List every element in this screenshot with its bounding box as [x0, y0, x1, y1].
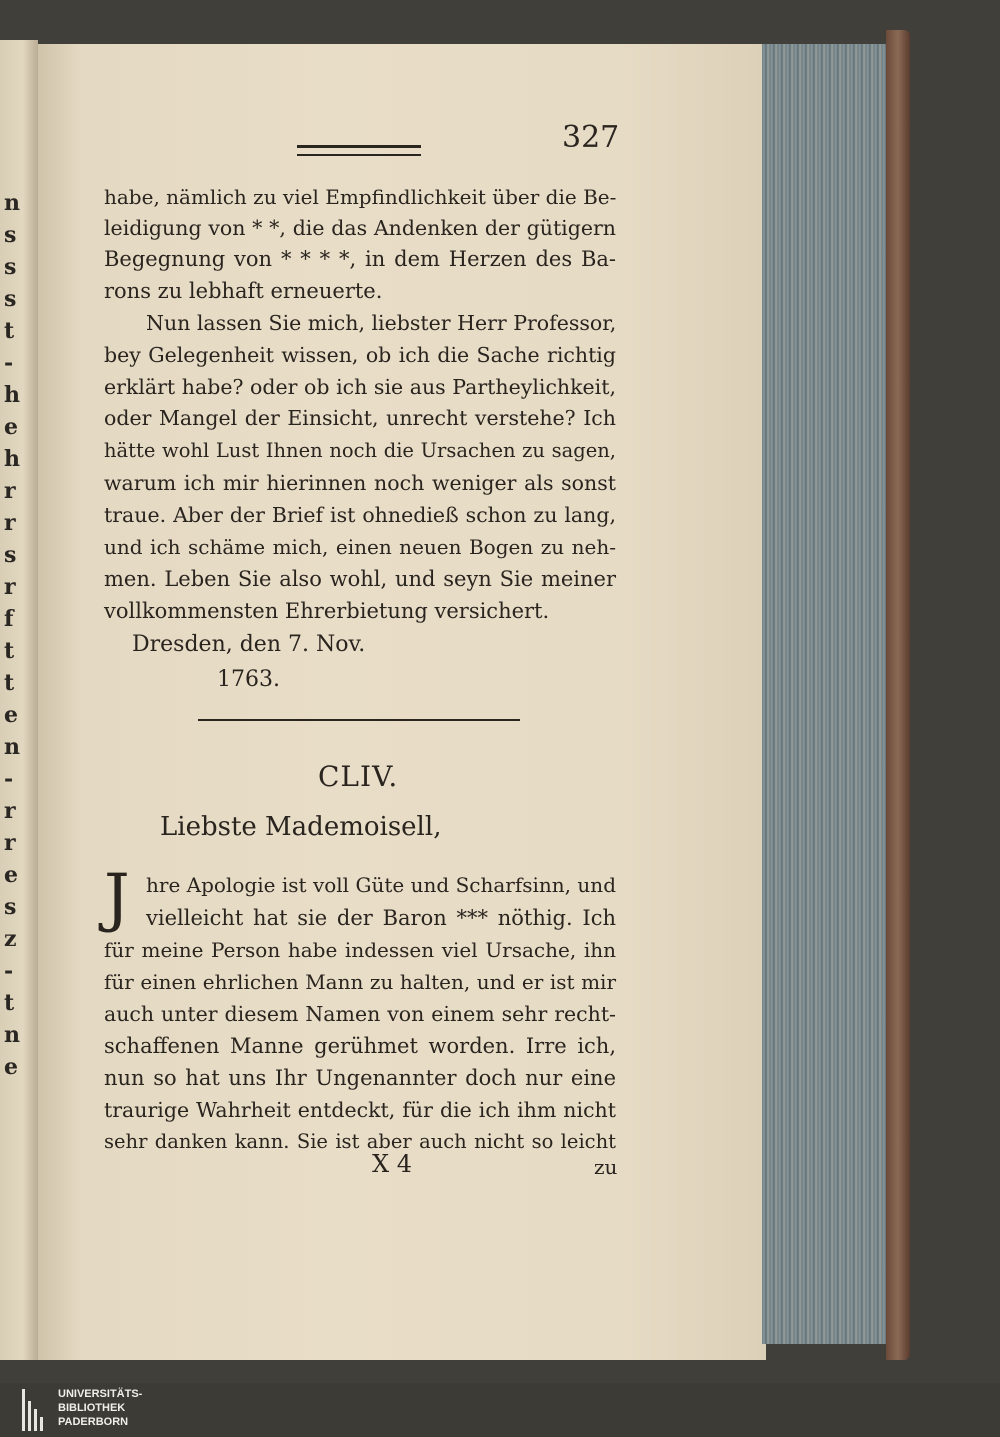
previous-page-char: e	[4, 1054, 18, 1080]
page-number: 327	[562, 120, 620, 155]
text-line: habe, nämlich zu viel Empfindlichkeit über die Be-	[104, 185, 617, 209]
text-line: für einen ehrlichen Mann zu halten, und er ist mir	[104, 970, 616, 994]
previous-page-char: n	[4, 734, 20, 760]
text-line: erklärt habe? oder ob ich sie aus Partheylichkeit,	[104, 375, 616, 399]
previous-page-char: z	[4, 926, 17, 952]
signature-year: 1763.	[217, 667, 280, 692]
previous-page-char: t	[4, 638, 15, 664]
text-line: bey Gelegenheit wissen, ob ich die Sache richtig	[104, 343, 616, 367]
library-logo-icon	[22, 1389, 50, 1431]
text-line: schaffenen Manne gerühmet worden. Irre ich,	[104, 1034, 616, 1058]
previous-page-char: s	[4, 254, 17, 280]
previous-page-char: -	[4, 350, 14, 376]
text-line: traurige Wahrheit entdeckt, für die ich ihm nicht	[104, 1098, 616, 1122]
text-line: leidigung von * *, die das Andenken der gütigern	[104, 216, 616, 240]
previous-page-char: h	[4, 446, 20, 472]
header-rule	[297, 145, 421, 156]
previous-page-char: -	[4, 958, 14, 984]
text-line: hre Apologie ist voll Güte und Scharfsinn, und	[146, 873, 616, 897]
text-line: hätte wohl Lust Ihnen noch die Ursachen zu sagen,	[104, 439, 616, 462]
letter-number: CLIV.	[318, 760, 399, 793]
logo-line: PADERBORN	[58, 1416, 129, 1428]
text-line: und ich schäme mich, einen neuen Bogen zu neh-	[104, 535, 616, 559]
text-line: Begegnung von * * * *, in dem Herzen des Ba-	[104, 247, 616, 271]
previous-page-char: t	[4, 670, 15, 696]
previous-page-edge	[0, 40, 38, 1360]
library-footer	[0, 1383, 1000, 1437]
logo-line: UNIVERSITÄTS-	[58, 1388, 143, 1400]
text-line: vollkommensten Ehrerbietung versichert.	[104, 599, 550, 623]
previous-page-char: h	[4, 382, 20, 408]
previous-page-char: t	[4, 318, 15, 344]
logo-line: BIBLIOTHEK	[58, 1402, 126, 1414]
text-line: für meine Person habe indessen viel Ursache, ihn	[104, 938, 616, 962]
text-line: oder Mangel der Einsicht, unrecht verstehe? Ich	[104, 406, 616, 430]
text-line: sehr danken kann. Sie ist aber auch nicht so leicht	[104, 1130, 616, 1153]
previous-page-char: -	[4, 766, 14, 792]
previous-page-char: s	[4, 222, 17, 248]
text-line: nun so hat uns Ihr Ungenannter doch nur eine	[104, 1066, 616, 1090]
previous-page-char: e	[4, 702, 18, 728]
text-line: rons zu lebhaft erneuerte.	[104, 279, 383, 303]
previous-page-char: r	[4, 574, 16, 600]
previous-page-char: r	[4, 510, 16, 536]
signature-mark: X 4	[372, 1150, 412, 1178]
text-line: auch unter diesem Namen von einem sehr recht-	[104, 1002, 616, 1026]
previous-page-char: s	[4, 894, 17, 920]
library-logo-text	[58, 1387, 142, 1429]
previous-page-char: s	[4, 542, 17, 568]
signature-place: Dresden, den 7. Nov.	[132, 632, 366, 657]
text-line: vielleicht hat sie der Baron *** nöthig. Ich	[146, 906, 616, 930]
previous-page-char: e	[4, 862, 18, 888]
previous-page-char: n	[4, 190, 20, 216]
book-cover	[886, 30, 910, 1360]
previous-page-char: r	[4, 478, 16, 504]
previous-page-char: r	[4, 830, 16, 856]
salutation: Liebste Mademoisell,	[160, 812, 442, 842]
text-line: warum ich mir hierinnen noch weniger als sonst	[104, 471, 616, 495]
page-edges	[762, 44, 892, 1344]
section-rule	[198, 719, 520, 721]
previous-page-char: n	[4, 1022, 20, 1048]
drop-cap: J	[104, 861, 130, 935]
text-line: men. Leben Sie also wohl, und seyn Sie meiner	[104, 567, 616, 591]
catchword: zu	[594, 1155, 618, 1179]
previous-page-char: r	[4, 798, 16, 824]
previous-page-char: s	[4, 286, 17, 312]
previous-page-char: t	[4, 990, 15, 1016]
text-line: traue. Aber der Brief ist ohnedieß schon zu lang,	[104, 503, 616, 527]
previous-page-char: f	[4, 606, 14, 632]
text-line: Nun lassen Sie mich, liebster Herr Professor,	[146, 311, 617, 335]
previous-page-char: e	[4, 414, 18, 440]
